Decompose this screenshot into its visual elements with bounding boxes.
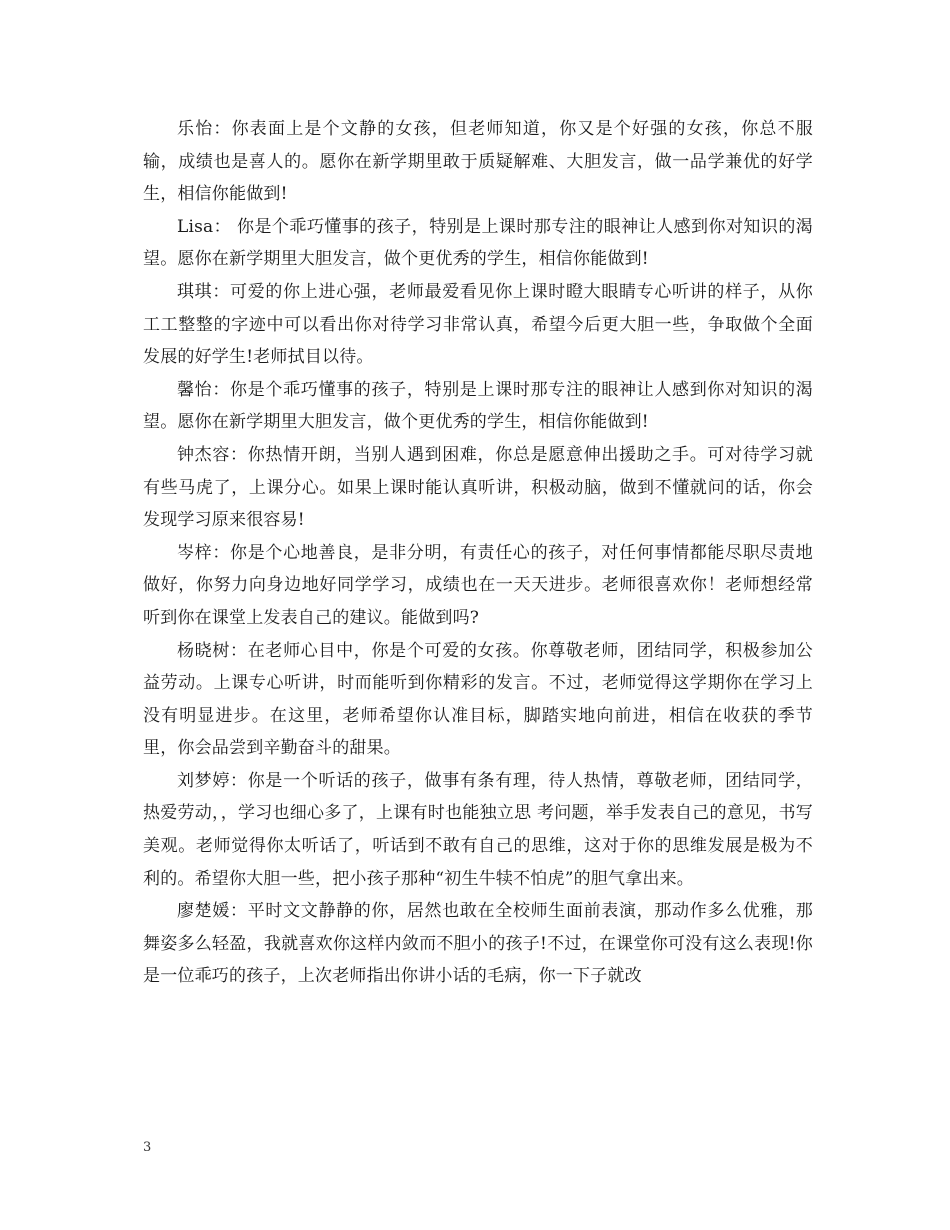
comment-paragraph-cenzi: 岑梓：你是个心地善良，是非分明，有责任心的孩子，对任何事情都能尽职尽责地做好，你努力向身边地好同学学习，成绩也在一天天进步。老师很喜欢你！老师想经常听到你在课堂上发表自己的建议。能做到吗? [143,542,813,628]
comment-paragraph-liaochuyuan: 廖楚媛：平时文文静静的你，居然也敢在全校师生面前表演，那动作多么优雅，那舞姿多么轻盈，我就喜欢你这样内敛而不胆小的孩子!不过，在课堂你可没有这么表现!你是一位乖巧的孩子，上次老师指出你讲小话的毛病，你一下子就改 [143,901,813,987]
comment-paragraph-zhongjierong: 钟杰容：你热情开朗，当别人遇到困难，你总是愿意伸出援助之手。可对待学习就有些马虎了，上课分心。如果上课时能认真听讲，积极动脑，做到不懂就问的话，你会发现学习原来很容易! [143,444,813,531]
document-body [143,113,813,993]
comment-paragraph-qiqi: 琪琪：可爱的你上进心强，老师最爱看见你上课时瞪大眼睛专心听讲的样子，从你工工整整的字迹中可以看出你对待学习非常认真，希望今后更大胆一些，争取做个全面发展的好学生!老师拭目以待。 [143,281,813,368]
comment-paragraph-yangxiaoshu: 杨晓树：在老师心目中，你是个可爱的女孩。你尊敬老师，团结同学，积极参加公益劳动。上课专心听讲，时而能听到你精彩的发言。不过，老师觉得这学期你在学习上没有明显进步。在这里，老师希望你认准目标，脚踏实地向前进，相信在收获的季节里，你会品尝到辛勤奋斗的甜果。 [143,640,813,759]
comment-paragraph-liumengting: 刘梦婷：你是一个听话的孩子，做事有条有理，待人热情，尊敬老师，团结同学，热爱劳动，，学习也细心多了，上课有时也能独立思 考问题，举手发表自己的意见，书写美观。老师觉得你太听话了，听话到不敢有自己的思维，这对于你的思维发展是极为不利的。希望你大胆一些，把小孩子那种“初生牛犊不怕虎”的胆气拿出来。 [143,770,813,889]
comment-paragraph-xinyi: 馨怡：你是个乖巧懂事的孩子，特别是上课时那专注的眼神让人感到你对知识的渴望。愿你在新学期里大胆发言，做个更优秀的学生，相信你能做到! [143,379,813,433]
comment-paragraph-lisa: Lisa： 你是个乖巧懂事的孩子，特别是上课时那专注的眼神让人感到你对知识的渴望。愿你在新学期里大胆发言，做个更优秀的学生，相信你能做到! [143,216,813,270]
page-number: 3 [143,1140,152,1155]
comment-paragraph-leyi: 乐怡：你表面上是个文静的女孩，但老师知道，你又是个好强的女孩，你总不服输，成绩也是喜人的。愿你在新学期里敢于质疑解难、大胆发言，做一品学兼优的好学生，相信你能做到! [143,119,813,205]
